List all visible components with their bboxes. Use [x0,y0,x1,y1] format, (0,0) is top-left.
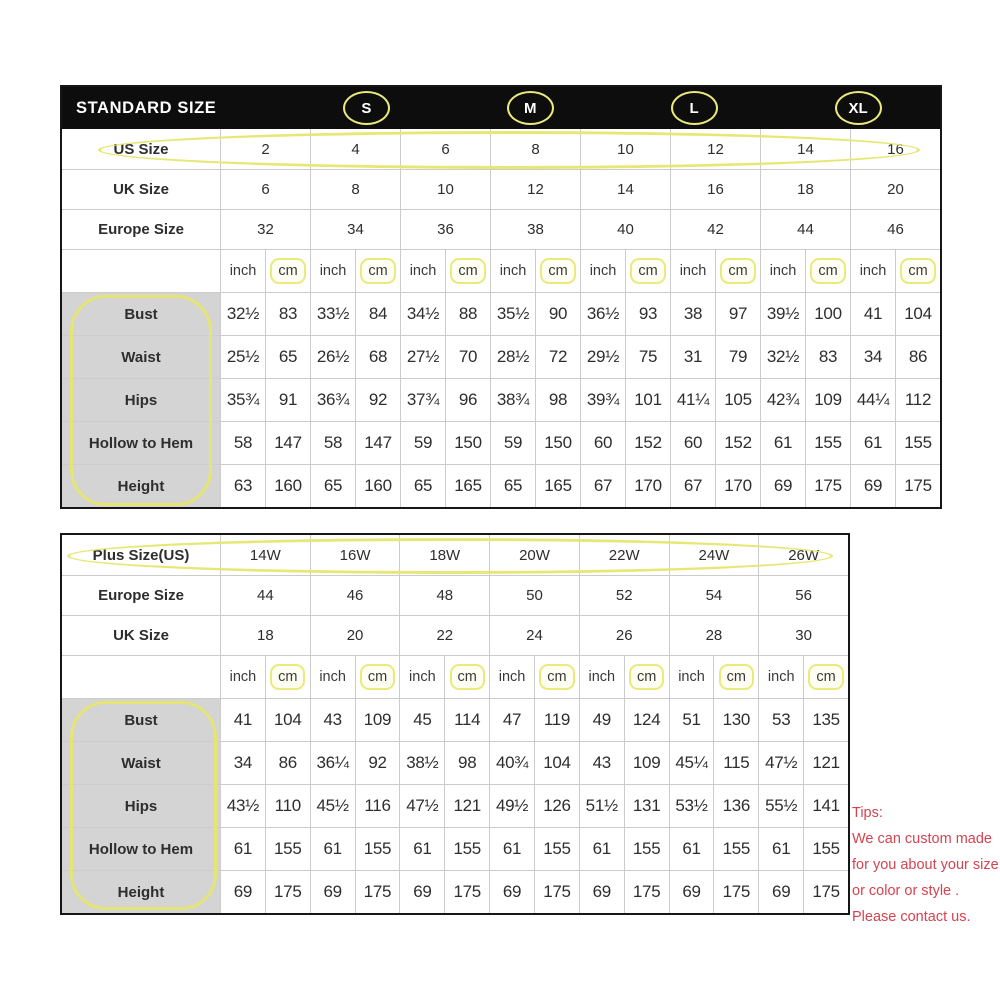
measure-cell: 175 [805,465,850,507]
measure-cell: 53 [758,699,803,741]
measure-cell: 69 [758,871,803,913]
measure-cell: 59 [490,422,535,464]
measure-cell: 61 [399,828,444,870]
size-cell: 8 [490,129,580,169]
measure-row-label: Hollow to Hem [62,828,220,870]
measure-row [62,378,940,421]
measure-cell: 69 [850,465,895,507]
measure-row [62,741,848,784]
measure-cell: 83 [265,293,310,335]
cm-highlight-box: cm [720,258,755,284]
measure-row-label: Waist [62,336,220,378]
inch-unit-label: inch [400,250,445,292]
tips-title: Tips: [852,805,883,821]
measure-cell: 116 [355,785,400,827]
measure-cell: 114 [444,699,489,741]
measure-cell: 98 [444,742,489,784]
inch-unit-label: inch [310,250,355,292]
cm-unit-cell [625,250,670,292]
measure-cell: 90 [535,293,580,335]
cm-highlight-box: cm [808,664,843,690]
size-cell: 20 [310,616,400,655]
measure-cell: 86 [895,336,940,378]
measure-cell: 92 [355,379,400,421]
measure-cell: 97 [715,293,760,335]
measure-cell: 38½ [399,742,444,784]
measure-cell: 33½ [310,293,355,335]
tips-line: for you about your size [852,857,999,873]
measure-cell: 69 [579,871,624,913]
measure-row [62,292,940,335]
measure-row-label: Height [62,871,220,913]
measure-cell: 170 [625,465,670,507]
size-cell: 28 [669,616,759,655]
measure-cell: 109 [805,379,850,421]
measure-cell: 35¾ [220,379,265,421]
measure-cell: 69 [399,871,444,913]
measure-cell: 45½ [310,785,355,827]
size-cell: 10 [580,129,670,169]
measure-cell: 68 [355,336,400,378]
inch-unit-label: inch [760,250,805,292]
inch-unit-label: inch [490,250,535,292]
measure-cell: 65 [490,465,535,507]
measure-cell: 147 [355,422,400,464]
size-row [62,615,848,655]
cm-unit-cell [444,656,489,698]
standard-size-table [60,85,942,509]
measure-cell: 110 [265,785,310,827]
size-cell: 12 [670,129,760,169]
measure-cell: 47½ [758,742,803,784]
measure-cell: 147 [265,422,310,464]
unit-row-empty-label [62,250,220,292]
size-cell: 16 [850,129,940,169]
measure-cell: 109 [624,742,669,784]
size-cell: 30 [758,616,848,655]
measure-cell: 60 [670,422,715,464]
measure-cell: 175 [624,871,669,913]
measure-cell: 39½ [760,293,805,335]
measure-cell: 92 [355,742,400,784]
cm-highlight-box: cm [540,258,575,284]
unit-row [62,655,848,698]
size-cell: 20 [850,170,940,209]
measure-cell: 51 [669,699,714,741]
cm-highlight-box: cm [900,258,935,284]
measure-row [62,698,848,741]
measure-cell: 105 [715,379,760,421]
size-cell: 18 [220,616,310,655]
cm-unit-cell [805,250,850,292]
measure-cell: 49½ [489,785,534,827]
measure-cell: 44¼ [850,379,895,421]
measure-row-label: Hips [62,379,220,421]
measure-cell: 34 [220,742,265,784]
inch-unit-label: inch [220,656,265,698]
measure-cell: 135 [803,699,848,741]
measure-cell: 104 [895,293,940,335]
unit-row-empty-label [62,656,220,698]
measure-cell: 31 [670,336,715,378]
measure-row-label: Bust [62,699,220,741]
measure-cell: 136 [713,785,758,827]
cm-unit-cell [265,656,310,698]
cm-unit-cell [895,250,940,292]
measure-cell: 39¾ [580,379,625,421]
size-cell: 20W [489,535,579,575]
measure-cell: 152 [715,422,760,464]
measure-row [62,421,940,464]
measure-cell: 175 [713,871,758,913]
cm-unit-cell [534,656,579,698]
measure-cell: 38¾ [490,379,535,421]
measure-cell: 43½ [220,785,265,827]
size-cell: 38 [490,210,580,249]
measure-cell: 34½ [400,293,445,335]
measure-cell: 67 [670,465,715,507]
measure-cell: 96 [445,379,490,421]
size-group-ovals [284,87,940,129]
measure-cell: 91 [265,379,310,421]
cm-highlight-box: cm [719,664,754,690]
measure-row-label: Hollow to Hem [62,422,220,464]
size-group-oval: XL [835,91,882,125]
size-row-label: Plus Size(US) [92,546,190,564]
measure-cell: 155 [803,828,848,870]
measure-cell: 175 [895,465,940,507]
measure-row [62,784,848,827]
size-row [62,169,940,209]
custom-made-tips [852,800,1000,930]
measure-cell: 93 [625,293,670,335]
size-cell: 46 [850,210,940,249]
measure-row [62,464,940,507]
measure-cell: 79 [715,336,760,378]
size-cell: 54 [669,576,759,615]
size-cell: 44 [760,210,850,249]
measure-cell: 170 [715,465,760,507]
measure-cell: 69 [310,871,355,913]
size-cell: 16 [670,170,760,209]
size-cell: 6 [400,129,490,169]
measure-cell: 41¼ [670,379,715,421]
measure-cell: 42¾ [760,379,805,421]
measure-cell: 69 [220,871,265,913]
cm-highlight-box: cm [360,664,395,690]
size-cell: 12 [490,170,580,209]
measure-cell: 61 [669,828,714,870]
measure-cell: 141 [803,785,848,827]
size-cell: 4 [310,129,400,169]
size-cell: 24W [669,535,759,575]
measure-cell: 155 [713,828,758,870]
measure-cell: 175 [265,871,310,913]
cm-unit-cell [624,656,669,698]
measure-cell: 28½ [490,336,535,378]
size-cell: 8 [310,170,400,209]
measure-cell: 119 [534,699,579,741]
cm-highlight-box: cm [450,258,485,284]
inch-unit-label: inch [399,656,444,698]
size-row-label: UK Size [113,627,169,644]
measure-cell: 34 [850,336,895,378]
size-row-label: Europe Size [98,587,184,604]
unit-row [62,249,940,292]
measure-cell: 175 [534,871,579,913]
measure-cell: 69 [489,871,534,913]
measure-cell: 36½ [580,293,625,335]
cm-unit-cell [715,250,760,292]
measure-cell: 65 [310,465,355,507]
size-group-cell [448,87,612,129]
measure-cell: 160 [355,465,400,507]
inch-unit-label: inch [489,656,534,698]
measure-cell: 101 [625,379,670,421]
size-row [62,209,940,249]
inch-unit-label: inch [580,250,625,292]
measure-cell: 47 [489,699,534,741]
measure-cell: 36¾ [310,379,355,421]
measure-cell: 124 [624,699,669,741]
measure-cell: 155 [805,422,850,464]
size-group-cell [776,87,940,129]
measure-cell: 75 [625,336,670,378]
measure-cell: 112 [895,379,940,421]
measure-row-label: Waist [62,742,220,784]
measure-cell: 98 [535,379,580,421]
measure-cell: 35½ [490,293,535,335]
measure-cell: 88 [445,293,490,335]
measure-cell: 175 [355,871,400,913]
size-row-label: Europe Size [98,221,184,238]
measure-cell: 115 [713,742,758,784]
size-cell: 22W [579,535,669,575]
size-row-label: US Size [113,140,169,158]
size-row-label: UK Size [113,181,169,198]
measure-cell: 65 [400,465,445,507]
measure-cell: 155 [355,828,400,870]
measure-row-label: Height [62,465,220,507]
cm-unit-cell [713,656,758,698]
size-cell: 44 [220,576,310,615]
measure-cell: 43 [310,699,355,741]
measure-cell: 61 [850,422,895,464]
measure-cell: 63 [220,465,265,507]
measure-cell: 59 [400,422,445,464]
measure-cell: 60 [580,422,625,464]
measure-row [62,827,848,870]
size-cell: 14 [580,170,670,209]
measure-cell: 41 [850,293,895,335]
measure-cell: 165 [535,465,580,507]
size-cell: 18 [760,170,850,209]
measure-cell: 155 [624,828,669,870]
measure-cell: 155 [895,422,940,464]
measure-cell: 126 [534,785,579,827]
measure-cell: 32½ [760,336,805,378]
size-group-cell [284,87,448,129]
measure-cell: 41 [220,699,265,741]
measure-cell: 32½ [220,293,265,335]
measure-cell: 45¼ [669,742,714,784]
tips-line: We can custom made [852,831,992,847]
measure-cell: 150 [535,422,580,464]
size-cell: 50 [489,576,579,615]
size-cell: 26W [758,535,848,575]
measure-cell: 69 [760,465,805,507]
cm-unit-cell [803,656,848,698]
size-row [62,575,848,615]
size-cell: 46 [310,576,400,615]
cm-unit-cell [265,250,310,292]
measure-cell: 29½ [580,336,625,378]
measure-cell: 109 [355,699,400,741]
measure-cell: 53½ [669,785,714,827]
measure-cell: 67 [580,465,625,507]
size-cell: 14 [760,129,850,169]
measure-cell: 155 [444,828,489,870]
cm-unit-cell [445,250,490,292]
measure-cell: 49 [579,699,624,741]
cm-highlight-box: cm [629,664,664,690]
measure-cell: 121 [803,742,848,784]
measure-cell: 65 [265,336,310,378]
size-cell: 42 [670,210,760,249]
inch-unit-label: inch [310,656,355,698]
cm-highlight-box: cm [270,664,305,690]
size-cell: 18W [399,535,489,575]
cm-unit-cell [535,250,580,292]
size-cell: 26 [579,616,669,655]
measure-row-label: Hips [62,785,220,827]
measure-cell: 155 [534,828,579,870]
measure-cell: 47½ [399,785,444,827]
measure-cell: 37¾ [400,379,445,421]
size-cell: 6 [220,170,310,209]
inch-unit-label: inch [850,250,895,292]
measure-cell: 165 [445,465,490,507]
measure-cell: 58 [310,422,355,464]
measure-row-label: Bust [62,293,220,335]
size-group-oval: S [343,91,390,125]
size-cell: 40 [580,210,670,249]
measure-cell: 51½ [579,785,624,827]
size-row [62,535,848,575]
inch-unit-label: inch [669,656,714,698]
measure-cell: 61 [760,422,805,464]
measure-cell: 175 [803,871,848,913]
size-group-oval: M [507,91,554,125]
cm-highlight-box: cm [539,664,574,690]
measure-cell: 155 [265,828,310,870]
size-row [62,129,940,169]
size-cell: 22 [399,616,489,655]
measure-cell: 26½ [310,336,355,378]
measure-cell: 55½ [758,785,803,827]
inch-unit-label: inch [670,250,715,292]
cm-unit-cell [355,656,400,698]
standard-size-rows [62,129,940,507]
measure-cell: 61 [220,828,265,870]
cm-highlight-box: cm [270,258,305,284]
measure-cell: 130 [713,699,758,741]
size-cell: 36 [400,210,490,249]
size-cell: 48 [399,576,489,615]
size-cell: 24 [489,616,579,655]
cm-highlight-box: cm [810,258,845,284]
measure-cell: 160 [265,465,310,507]
standard-size-title: STANDARD SIZE [76,98,217,117]
measure-cell: 45 [399,699,444,741]
size-cell: 34 [310,210,400,249]
size-cell: 16W [310,535,400,575]
inch-unit-label: inch [758,656,803,698]
inch-unit-label: inch [220,250,265,292]
measure-row [62,870,848,913]
cm-highlight-box: cm [450,664,485,690]
measure-cell: 86 [265,742,310,784]
measure-cell: 36¼ [310,742,355,784]
measure-cell: 104 [534,742,579,784]
size-group-oval: L [671,91,718,125]
measure-cell: 61 [758,828,803,870]
measure-cell: 83 [805,336,850,378]
measure-cell: 150 [445,422,490,464]
measure-cell: 25½ [220,336,265,378]
measure-row [62,335,940,378]
measure-cell: 38 [670,293,715,335]
measure-cell: 70 [445,336,490,378]
measure-cell: 61 [489,828,534,870]
measure-cell: 40¾ [489,742,534,784]
measure-cell: 72 [535,336,580,378]
measure-cell: 84 [355,293,400,335]
measure-cell: 104 [265,699,310,741]
standard-size-header-bar [62,87,940,129]
size-cell: 52 [579,576,669,615]
measure-cell: 152 [625,422,670,464]
cm-unit-cell [355,250,400,292]
size-cell: 32 [220,210,310,249]
measure-cell: 131 [624,785,669,827]
measure-cell: 121 [444,785,489,827]
size-cell: 56 [758,576,848,615]
size-cell: 10 [400,170,490,209]
measure-cell: 69 [669,871,714,913]
plus-size-table [60,533,850,915]
measure-cell: 61 [579,828,624,870]
measure-cell: 61 [310,828,355,870]
size-cell: 14W [220,535,310,575]
cm-highlight-box: cm [630,258,665,284]
tips-line: Please contact us. [852,909,971,925]
measure-cell: 100 [805,293,850,335]
plus-size-rows [62,535,848,913]
size-group-cell [612,87,776,129]
cm-highlight-box: cm [360,258,395,284]
measure-cell: 43 [579,742,624,784]
tips-line: or color or style . [852,883,960,899]
measure-cell: 27½ [400,336,445,378]
size-cell: 2 [220,129,310,169]
measure-cell: 175 [444,871,489,913]
measure-cell: 58 [220,422,265,464]
inch-unit-label: inch [579,656,624,698]
